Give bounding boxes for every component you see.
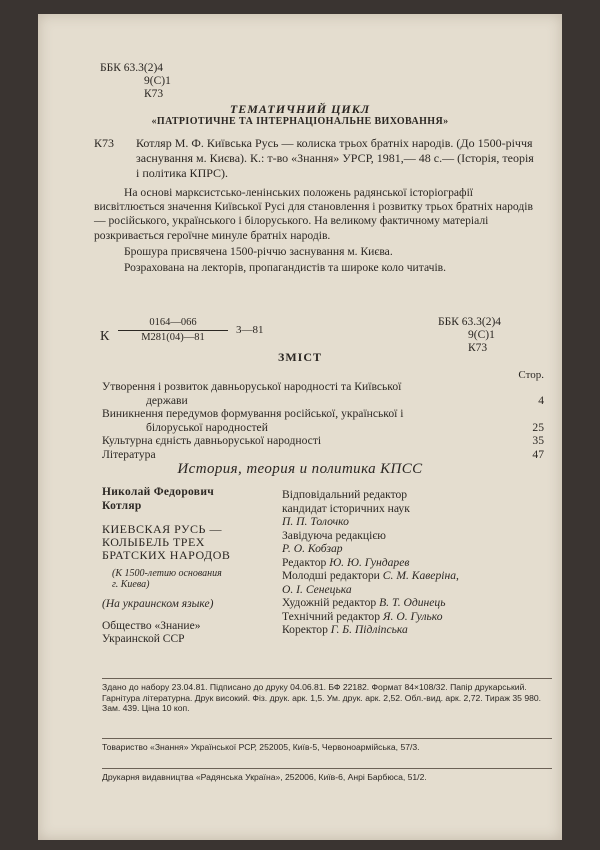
toc-title: ЗМІСТ <box>278 350 322 364</box>
editor-role: Молодші редактори <box>282 569 383 582</box>
print-specs: Здано до набору 23.04.81. Підписано до друку 04.06.81. БФ 22182. Формат 84×108/32. Папір друкарський. Гарнітура літературна. Друк високий. Фіз. друк. арк. 1,5. Ум. друк. арк. 2,52. Обл.-вид. арк. 2,72. Тираж 35 980. Зам. 439. Ціна 10 коп. <box>102 678 552 714</box>
toc-item <box>102 448 544 462</box>
printer-address: Друкарня видавництва «Радянська Україна», 252006, Київ-6, Анрі Барбюса, 51/2. <box>102 768 552 783</box>
editor-name: П. П. Толочко <box>282 515 349 528</box>
bbk-line: ББК 63.3(2)4 <box>438 316 502 328</box>
toc-item-text-cont: білоруської народностей <box>146 420 268 434</box>
toc-item <box>102 380 544 407</box>
editor-line <box>282 556 552 570</box>
annotation-paragraph: На основі марксистсько-ленінських положень радянської історіографії висвітлюється значення Київської Русі для становлення і розвитку трьох братніх народів — російського, українського і білоруського. На великому фактичному матеріалі розкривається героїчне минуле братніх народів. <box>94 186 533 242</box>
toc-item-text: Література <box>102 447 156 461</box>
index-suffix: 3—81 <box>236 324 264 336</box>
editor-line <box>282 488 552 502</box>
editor-name: С. М. Каверіна, <box>382 569 459 582</box>
editor-name: Ю. Ю. Гундарев <box>329 555 410 569</box>
table-of-contents <box>102 380 544 462</box>
russian-title-line: КИЕВСКАЯ РУСЬ — <box>102 522 222 536</box>
editor-line <box>282 610 552 624</box>
annotation-paragraph: Розрахована на лекторів, пропагандистів та широке коло читачів. <box>124 261 447 275</box>
russian-note <box>102 568 272 590</box>
russian-note-line: г. Киева) <box>112 579 150 590</box>
toc-item-text: Утворення і розвиток давньоруської народності та Київської <box>102 380 402 393</box>
series-subtitle: «ПАТРІОТИЧНЕ ТА ІНТЕРНАЦІОНАЛЬНЕ ВИХОВАННЯ» <box>151 116 449 127</box>
russian-publisher <box>102 620 272 646</box>
language-note: (На украинском языке) <box>102 598 214 610</box>
catalog-code: К73 <box>94 136 115 150</box>
index-numerator: 0164—066 <box>118 316 228 331</box>
editor-line <box>282 623 552 637</box>
index-letter: К <box>100 329 110 344</box>
editor-line <box>282 542 552 556</box>
catalog-entry: Котляр М. Ф. Київська Русь — колиска трьох братніх народів. (До 1500-річчя заснування м. Києва). К.: т-во «Знання» УРСР, 1981,— 48 с.— (Історія, теорія і політика КПРС). <box>136 136 534 180</box>
russian-publisher-line: Общество «Знание» <box>102 619 201 632</box>
editor-role: Відповідальний редактор <box>282 488 408 501</box>
author-last-name: Котляр <box>102 499 142 512</box>
russian-title-line: БРАТСКИХ НАРОДОВ <box>102 548 231 562</box>
editors-list <box>282 488 552 637</box>
editor-role: Коректор <box>282 623 331 636</box>
editor-role: кандидат історичних наук <box>282 501 410 515</box>
toc-item-page: 35 <box>532 434 544 448</box>
series-title-russian: История, теория и политика КПСС <box>177 461 423 477</box>
editor-role: Технічний редактор <box>282 609 383 623</box>
editor-name: Р. О. Кобзар <box>282 542 343 555</box>
toc-page-column-label: Стор. <box>518 369 544 381</box>
editor-name: В. Т. Одинець <box>379 596 446 609</box>
author-first-name: Николай Федорович <box>102 486 215 498</box>
toc-item-text: Культурна єдність давньоруської народності <box>102 434 322 448</box>
editor-line <box>282 502 552 516</box>
annotation-paragraph: Брошура присвячена 1500-річчю заснування м. Києва. <box>124 244 393 258</box>
editor-name: Г. Б. Підліпська <box>330 623 408 636</box>
bbk-line: 9(С)1 <box>144 75 171 87</box>
editor-line <box>282 583 552 597</box>
toc-item-page: 4 <box>538 393 544 407</box>
russian-title <box>102 523 272 562</box>
russian-publisher-line: Украинской ССР <box>102 632 185 645</box>
editor-line <box>282 529 552 543</box>
editor-role: Завідуюча редакцією <box>282 528 386 542</box>
bbk-line: ББК 63.3(2)4 <box>100 62 164 74</box>
toc-item <box>102 434 544 448</box>
index-fraction <box>118 316 228 344</box>
index-denominator: М281(04)—81 <box>141 332 205 343</box>
bbk-line: 9(С)1 <box>468 329 495 341</box>
editor-role: Художній редактор <box>282 596 380 609</box>
toc-item-text: Виникнення передумов формування російської, української і <box>102 407 404 421</box>
bbk-line: К73 <box>468 342 488 354</box>
bbk-line: К73 <box>144 88 164 100</box>
series-title: ТЕМАТИЧНИЙ ЦИКЛ <box>229 102 371 116</box>
toc-item <box>102 407 544 434</box>
russian-title-line: КОЛЫБЕЛЬ ТРЕХ <box>102 535 205 549</box>
editor-line <box>282 569 552 583</box>
toc-item-page: 25 <box>532 420 544 434</box>
editor-line <box>282 596 552 610</box>
editor-name: Я. О. Гулько <box>382 609 443 623</box>
toc-item-page: 47 <box>532 447 544 461</box>
toc-item-text-cont: держави <box>146 393 188 407</box>
editor-name: О. І. Сенецька <box>282 582 352 596</box>
editor-role: Редактор <box>282 555 330 569</box>
russian-note-line: (К 1500-летию основания <box>112 568 222 579</box>
russian-imprint-block <box>102 486 272 646</box>
editor-line <box>282 515 552 529</box>
bbk-code-top <box>100 62 250 101</box>
publisher-address: Товариство «Знання» Української РСР, 252005, Київ-5, Червоноармійська, 57/3. <box>102 738 552 753</box>
annotation <box>94 186 534 277</box>
book-page <box>38 14 562 840</box>
